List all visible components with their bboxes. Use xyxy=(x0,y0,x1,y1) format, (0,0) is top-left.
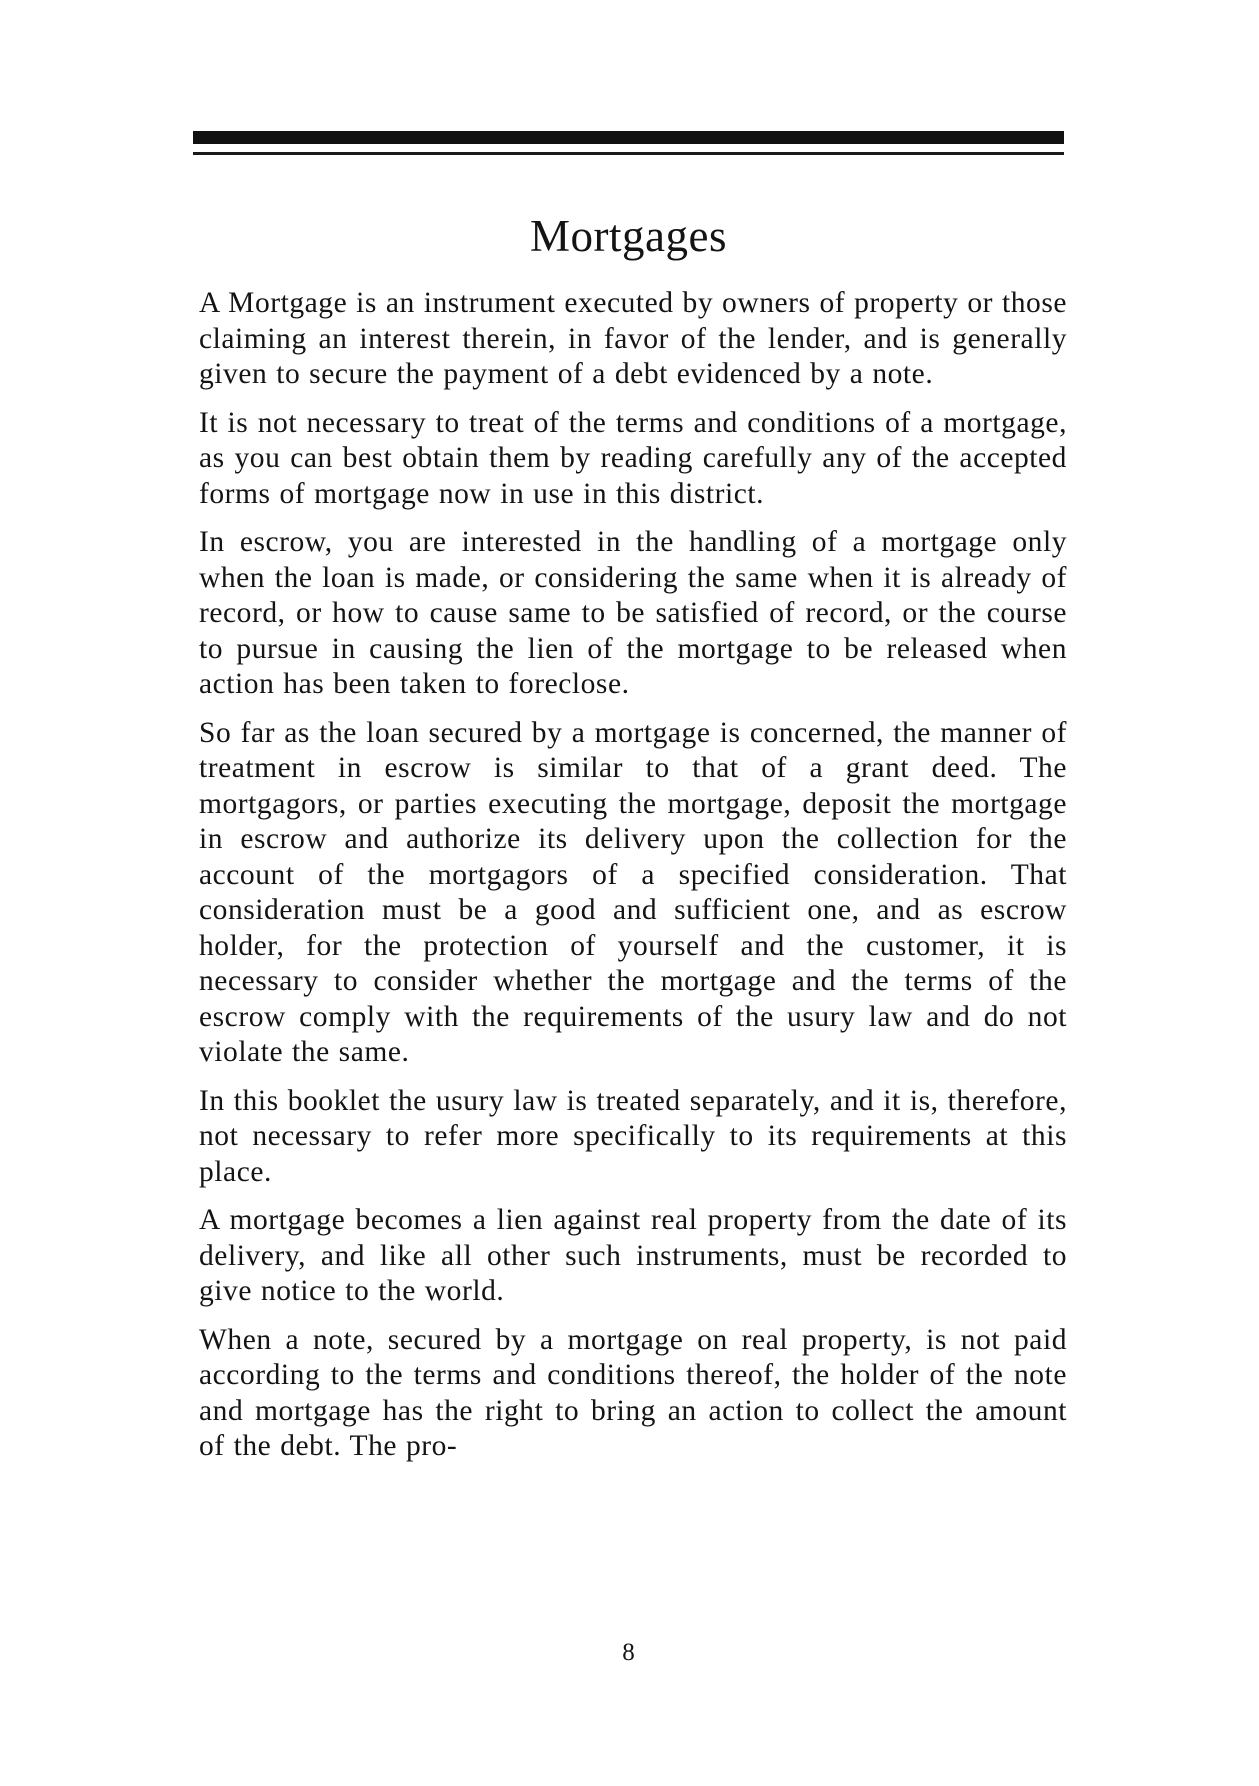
header-rule-thick xyxy=(193,131,1064,144)
paragraph-terms: It is not necessary to treat of the terms and conditions of a mortgage, as you can best obtain them by reading carefully any of the accepted forms of mortgage now in use in this district. xyxy=(199,406,1067,510)
page-number: 8 xyxy=(622,1639,635,1666)
header-rule-thin xyxy=(193,152,1064,155)
paragraph-definition: A Mortgage is an instrument executed by owners of property or those claiming an interest therein, in favor of the lender, and is generally given to secure the payment of a debt evidenced by a note. xyxy=(199,287,1067,390)
page-title: Mortgages xyxy=(530,211,727,261)
body-text xyxy=(199,286,1067,1478)
paragraph-default: When a note, secured by a mortgage on real property, is not paid according to the terms and conditions thereof, the holder of the note and mortgage has the right to bring an action to collect the amount of the debt. The pro- xyxy=(199,1323,1067,1462)
paragraph-usury: In this booklet the usury law is treated separately, and it is, therefore, not necessary to refer more specifically to its requirements at this place. xyxy=(199,1084,1067,1188)
paragraph-lien: A mortgage becomes a lien against real property from the date of its delivery, and like all other such instruments, must be recorded to give notice to the world. xyxy=(199,1204,1067,1307)
paragraph-escrow-interest: In escrow, you are interested in the handling of a mortgage only when the loan is made, or considering the same when it is already of record, or how to cause same to be satisfied of record, or the course to pursue in causing the lien of the mortgage to be released when action has been taken to foreclose. xyxy=(199,526,1067,700)
paragraph-loan-treatment: So far as the loan secured by a mortgage is concerned, the manner of treatment in escrow is similar to that of a grant deed. The mortgagors, or parties executing the mortgage, deposit the mortgage in escrow and authorize its delivery upon the collection for the account of the mortgagors of a specified consideration. That consideration must be a good and sufficient one, and as escrow holder, for the protection of yourself and the customer, it is necessary to consider whether the mortgage and the terms of the escrow comply with the requirements of the usury law and do not violate the same. xyxy=(199,716,1067,1068)
